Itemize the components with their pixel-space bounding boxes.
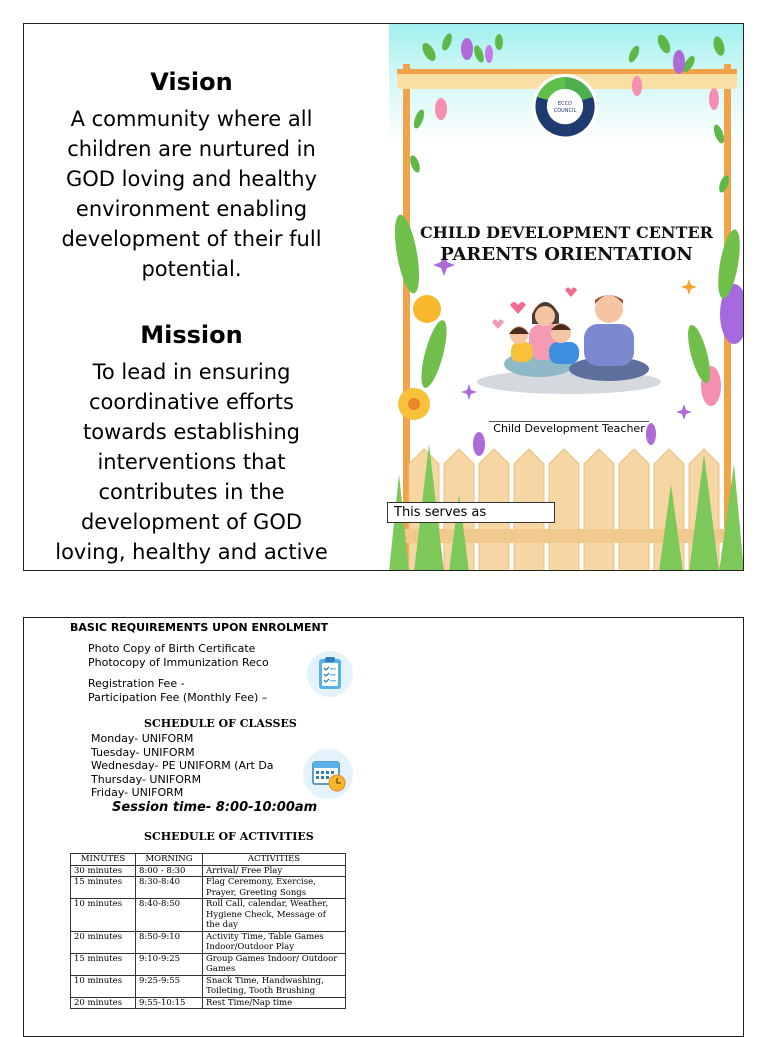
list-item: ▪ Thursday- UNIFORM <box>91 773 301 787</box>
table-cell: 20 minutes <box>71 931 136 953</box>
mission-line: contributes in the <box>98 480 285 504</box>
activities-table <box>70 853 346 1009</box>
table-cell: 9:55-10:15 <box>136 997 203 1009</box>
table-cell: 10 minutes <box>71 899 136 932</box>
vision-text <box>34 104 349 284</box>
teacher-label: Child Development Teacher <box>493 422 645 435</box>
table-row <box>71 997 346 1009</box>
table-cell: Snack Time, Handwashing, Toileting, Tooth Brushing <box>203 975 346 997</box>
list-item: • Registration Fee - <box>88 677 324 691</box>
days-list <box>91 732 301 800</box>
mission-line: loving, healthy and active <box>55 540 328 564</box>
vision-line: environment enabling <box>75 197 308 221</box>
table-row <box>71 865 346 877</box>
clipboard-checklist-icon <box>306 650 354 698</box>
list-item: ▪ Wednesday- PE UNIFORM (Art Da <box>91 759 301 773</box>
vision-line: A community where all <box>70 107 313 131</box>
table-cell: Activity Time, Table Games Indoor/Outdoor Play <box>203 931 346 953</box>
mission-line: coordinative efforts <box>89 390 294 414</box>
calendar-clock-icon <box>302 748 354 800</box>
requirements-title: BASIC REQUIREMENTS UPON ENROLMENT <box>70 621 329 634</box>
vision-line: children are nurtured in <box>67 137 316 161</box>
table-cell: 15 minutes <box>71 953 136 975</box>
table-cell: 8:30-8:40 <box>136 877 203 899</box>
session-time: Session time- 8:00-10:00am <box>112 800 318 815</box>
table-row <box>71 953 346 975</box>
table-cell: 8:00 - 8:30 <box>136 865 203 877</box>
cover-panel <box>389 24 744 571</box>
table-cell: 8:50-9:10 <box>136 931 203 953</box>
list-item: ▪ Friday- UNIFORM <box>91 786 301 800</box>
cover-title-line2: PARENTS ORIENTATION <box>440 244 693 265</box>
table-cell: 30 minutes <box>71 865 136 877</box>
requirements-list <box>88 642 324 705</box>
column-header: ACTIVITIES <box>203 854 346 866</box>
list-item-spacer <box>88 670 324 677</box>
table-cell: 9:25-9:55 <box>136 975 203 997</box>
page-two <box>23 617 744 1037</box>
mission-text <box>34 357 349 567</box>
page-one <box>23 23 744 571</box>
table-cell: Flag Ceremony, Exercise, Prayer, Greeting Songs <box>203 877 346 899</box>
logo-text-council: COUNCIL <box>553 108 577 114</box>
column-header: MORNING <box>136 854 203 866</box>
cover-title-line1: CHILD DEVELOPMENT CENTER <box>420 223 713 242</box>
table-cell: Roll Call, calendar, Weather, Hygiene Check, Message of the day <box>203 899 346 932</box>
list-item: • Participation Fee (Monthly Fee) – <box>88 691 324 705</box>
table-cell: 10 minutes <box>71 975 136 997</box>
table-cell: Arrival/ Free Play <box>203 865 346 877</box>
table-cell: 8:40-8:50 <box>136 899 203 932</box>
mission-title: Mission <box>140 321 243 349</box>
column-header: MINUTES <box>71 854 136 866</box>
eccd-council-logo <box>526 72 604 142</box>
table-cell: 20 minutes <box>71 997 136 1009</box>
schedule-of-activities-title: SCHEDULE OF ACTIVITIES <box>144 830 314 843</box>
table-header-row <box>71 854 346 866</box>
logo-text-eccd: ECCD <box>558 101 572 107</box>
mission-line: development of GOD <box>80 510 303 534</box>
mission-line: To lead in ensuring <box>92 360 291 384</box>
vision-line: development of their full <box>61 227 322 251</box>
table-row <box>71 877 346 899</box>
vision-line: potential. <box>141 257 242 281</box>
vision-title: Vision <box>150 68 233 96</box>
list-item: ▪ Tuesday- UNIFORM <box>91 746 301 760</box>
vision-mission-column <box>24 24 389 571</box>
list-item: • Photo Copy of Birth Certificate <box>88 642 324 656</box>
table-cell: Rest Time/Nap time <box>203 997 346 1009</box>
table-row <box>71 899 346 932</box>
schedule-of-classes-title: SCHEDULE OF CLASSES <box>144 717 297 730</box>
mission-line: interventions that <box>97 450 286 474</box>
list-item: ▪ Monday- UNIFORM <box>91 732 301 746</box>
vision-line: GOD loving and healthy <box>66 167 317 191</box>
family-illustration <box>477 288 661 395</box>
table-cell: Group Games Indoor/ Outdoor Games <box>203 953 346 975</box>
table-cell: 15 minutes <box>71 877 136 899</box>
serves-as-textbox[interactable]: This serves as <box>387 502 555 523</box>
table-row <box>71 931 346 953</box>
list-item: • Photocopy of Immunization Reco <box>88 656 324 670</box>
table-cell: 9:10-9:25 <box>136 953 203 975</box>
mission-line: towards establishing <box>82 420 301 444</box>
table-row <box>71 975 346 997</box>
